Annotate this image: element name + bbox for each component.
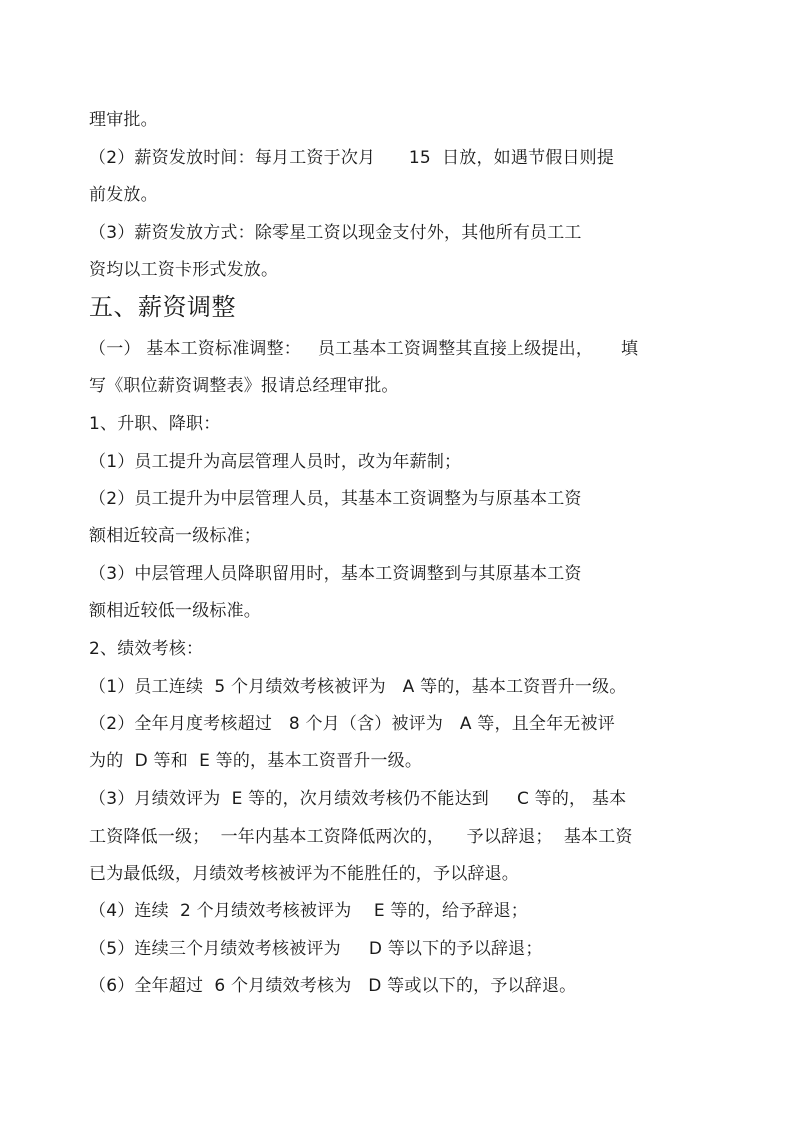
list-item: （6）全年超过 6 个月绩效考核为 D 等或以下的，予以辞退。 [89,976,577,996]
list-item-continuation: 工资降低一级； 一年内基本工资降低两次的， 予以辞退； 基本工资 [89,827,633,847]
list-item: （5）连续三个月绩效考核被评为 D 等以下的予以辞退； [89,939,543,959]
list-item: （3）月绩效评为 E 等的，次月绩效考核仍不能达到 C 等的， 基本 [89,789,627,809]
paragraph-line: 理审批。 [89,110,158,130]
list-item: （1）员工连续 5 个月绩效考核被评为 A 等的，基本工资晋升一级。 [89,677,627,697]
subsection-heading: 2、绩效考核： [89,639,204,659]
list-item: （2）员工提升为中层管理人员，其基本工资调整为与原基本工资 [89,489,582,509]
paragraph-line: （2）薪资发放时间：每月工资于次月 15 日放，如遇节假日则提 [89,148,615,168]
paragraph-line: 写《职位薪资调整表》报请总经理审批。 [89,376,399,396]
list-item-continuation: 已为最低级，月绩效考核被评为不能胜任的，予以辞退。 [89,864,519,884]
subsection-heading: 1、升职、降职： [89,414,221,434]
section-heading: 五、薪资调整 [89,293,236,321]
paragraph-line: 前发放。 [89,185,158,205]
paragraph-line: 资均以工资卡形式发放。 [89,260,279,280]
list-item: （3）中层管理人员降职留用时，基本工资调整到与其原基本工资 [89,564,582,584]
list-item-continuation: 额相近较高一级标准； [89,526,261,546]
list-item-continuation: 为的 D 等和 E 等的，基本工资晋升一级。 [89,751,423,771]
list-item: （1）员工提升为高层管理人员时，改为年薪制； [89,452,462,472]
paragraph-line: （3）薪资发放方式：除零星工资以现金支付外，其他所有员工工 [89,223,582,243]
list-item: （2）全年月度考核超过 8 个月（含）被评为 A 等，且全年无被评 [89,714,615,734]
list-item-continuation: 额相近较低一级标准。 [89,601,261,621]
list-item: （4）连续 2 个月绩效考核被评为 E 等的，给予辞退； [89,901,529,921]
paragraph-line: （一） 基本工资标准调整： 员工基本工资调整其直接上级提出， 填 [89,339,639,359]
